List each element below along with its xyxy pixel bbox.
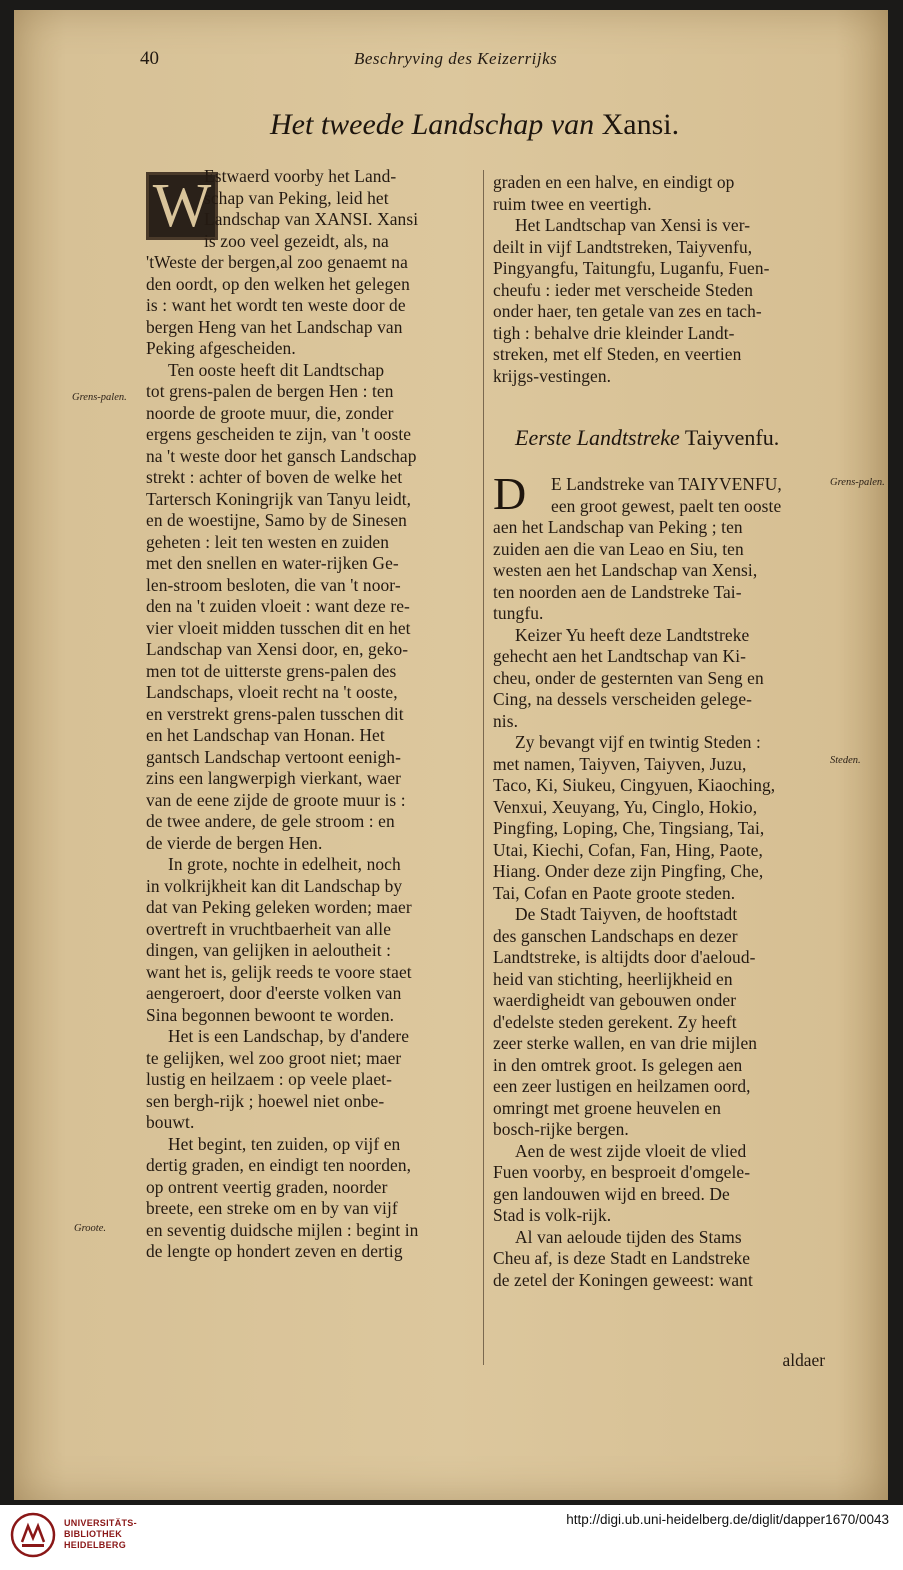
text-line: want het is, gelijk reeds te voore staet xyxy=(146,961,412,982)
dropcap-initial: W xyxy=(146,172,218,240)
text-line: gen landouwen wijd en breed. De xyxy=(493,1183,730,1204)
text-line: tigh : behalve drie kleinder Landt- xyxy=(493,322,735,343)
text-line: dertig graden, en eindigt ten noorden, xyxy=(146,1155,412,1175)
text-line: Estwaerd voorby het Land- xyxy=(204,166,397,186)
text-line: noorde de groote muur, die, zonder xyxy=(146,402,394,423)
text-line: des ganschen Landschaps en dezer xyxy=(493,925,738,946)
text-line: lustig en heilzaem : op veele plaet- xyxy=(146,1069,393,1089)
text-line: is zoo veel gezeidt, als, na xyxy=(204,230,389,251)
running-header xyxy=(140,48,600,70)
text-line: Pingyangfu, Taitungfu, Luganfu, Fuen- xyxy=(493,258,770,278)
column-divider xyxy=(483,170,484,1365)
text-line: tot grens-palen de bergen Hen : ten xyxy=(146,381,394,401)
text-line: Het Landtschap van Xensi is ver- xyxy=(515,215,751,235)
text-line: tungfu. xyxy=(493,603,544,623)
text-line: Keizer Yu heeft deze Landtstreke xyxy=(515,624,750,645)
left-column xyxy=(146,166,476,1263)
margin-note-groote: Groote. xyxy=(74,1223,106,1234)
text-line: de twee andere, de gele stroom : en xyxy=(146,811,395,831)
text-line: Fuen voorby, en besproeit d'omgele- xyxy=(493,1162,751,1182)
text-line: deilt in vijf Landtstreken, Taiyvenfu, xyxy=(493,236,753,257)
page-number: 40 xyxy=(140,48,159,69)
text-line: zuiden aen die van Leao en Siu, ten xyxy=(493,538,744,559)
text-line: E Landstreke van TAIYVENFU, xyxy=(551,474,782,494)
text-line: men tot de uitterste grens-palen des xyxy=(146,660,397,681)
text-line: bouwt. xyxy=(146,1112,195,1132)
text-line: omringt met groene heuvelen en xyxy=(493,1097,722,1118)
text-line: aen het Landschap van Peking ; ten xyxy=(493,517,743,537)
text-line: Landtstreke, is altijdts door d'aeloud- xyxy=(493,947,756,967)
library-line: HEIDELBERG xyxy=(64,1540,127,1550)
right-column-top xyxy=(493,172,825,387)
text-line: Utai, Kiechi, Cofan, Fan, Hing, Paote, xyxy=(493,839,763,860)
text-line: in volkrijkheit kan dit Landschap by xyxy=(146,875,403,896)
text-line: Zy bevangt vijf en twintig Steden : xyxy=(515,732,761,752)
section-heading-italic: Eerste Landtstreke xyxy=(515,425,680,450)
text-line: vier vloeit midden tusschen dit en het xyxy=(146,617,411,638)
text-line: krijgs-vestingen. xyxy=(493,365,612,386)
text-line: ergens gescheiden te zijn, van 't ooste xyxy=(146,424,412,444)
text-line: Taco, Ki, Siukeu, Cingyuen, Kiaoching, xyxy=(493,775,776,795)
text-line: In grote, nochte in edelheit, noch xyxy=(168,854,401,874)
text-line: Venxui, Xeuyang, Yu, Cinglo, Hokio, xyxy=(493,796,758,817)
text-line: met namen, Taiyven, Taiyven, Juzu, xyxy=(493,753,747,774)
text-line: graden en een halve, en eindigt op xyxy=(493,172,735,192)
margin-note-grens-right: Grens-palen. xyxy=(830,477,885,488)
text-line: gehecht aen het Landtschap van Ki- xyxy=(493,646,747,666)
text-line: overtreft in vruchtbaerheit van alle xyxy=(146,918,392,939)
text-line: in den omtrek groot. Is gelegen aen xyxy=(493,1054,743,1075)
library-line: BIBLIOTHEK xyxy=(64,1529,122,1539)
text-line: en de woestijne, Samo by de Sinesen xyxy=(146,510,407,530)
text-line: sen bergh-rijk ; hoewel niet onbe- xyxy=(146,1090,385,1111)
text-line: De Stadt Taiyven, de hooftstadt xyxy=(515,904,738,924)
running-title: Beschryving des Keizerrijks xyxy=(354,49,558,68)
text-line: Tartersch Koningrijk van Tanyu leidt, xyxy=(146,488,412,509)
chapter-title xyxy=(270,108,710,146)
text-line: met den snellen en water-rijken Ge- xyxy=(146,553,399,573)
text-line: den na 't zuiden vloeit : want deze re- xyxy=(146,596,410,616)
library-name xyxy=(64,1518,144,1551)
text-line: den oordt, op den welken het gelegen xyxy=(146,273,410,294)
text-line: en verstrekt grens-palen tusschen dit xyxy=(146,703,404,724)
text-line: zins een langwerpigh vierkant, waer xyxy=(146,768,402,788)
text-line: op ontrent veertig graden, noorder xyxy=(146,1176,388,1197)
text-line: streken, met elf Steden, en veertien xyxy=(493,344,742,364)
chapter-title-italic: Het tweede Landschap van xyxy=(270,108,595,141)
section-initial: D xyxy=(493,468,527,519)
text-line: breete, een streke om en by van vijf xyxy=(146,1198,398,1218)
text-line: schap van Peking, leid het xyxy=(204,187,389,208)
text-line: bosch-rijke bergen. xyxy=(493,1119,629,1139)
text-line: heid van stichting, heerlijkheid en xyxy=(493,968,733,989)
text-line: en het Landschap van Honan. Het xyxy=(146,725,385,745)
text-line: is : want het wordt ten weste door de xyxy=(146,295,406,315)
text-line: Aen de west zijde vloeit de vlied xyxy=(515,1140,747,1161)
text-line: 'tWeste der bergen,al zoo genaemt na xyxy=(146,252,408,272)
section-heading xyxy=(515,425,835,455)
source-url[interactable]: http://digi.ub.uni-heidelberg.de/diglit/dapper1670/0043 xyxy=(566,1512,889,1527)
text-line: nis. xyxy=(493,710,519,731)
text-line: een groot gewest, paelt ten ooste xyxy=(551,495,782,516)
text-line: Cing, na dessels verscheiden gelege- xyxy=(493,689,753,709)
text-line: cheu, onder de gesternten van Seng en xyxy=(493,667,764,688)
text-line: onder haer, ten getale van zes en tach- xyxy=(493,301,762,321)
text-line: de vierde de bergen Hen. xyxy=(146,832,323,853)
text-line: zeer sterke wallen, en van drie mijlen xyxy=(493,1033,758,1053)
text-line: de zetel der Koningen geweest: want xyxy=(493,1269,753,1290)
university-seal-icon xyxy=(10,1512,56,1558)
margin-note-grens-left: Grens-palen. xyxy=(72,392,127,403)
section-heading-roman: Taiyvenfu. xyxy=(684,425,780,450)
text-line: Tai, Cofan en Paote groote steden. xyxy=(493,882,736,903)
text-line: d'edelste steden gerekent. Zy heeft xyxy=(493,1011,737,1032)
text-line: westen aen het Landschap van Xensi, xyxy=(493,560,758,580)
right-column-bottom xyxy=(493,468,825,1291)
library-line: UNIVERSITÄTS- xyxy=(64,1518,137,1528)
text-line: dat van Peking geleken worden; maer xyxy=(146,897,412,917)
text-line: te gelijken, wel zoo groot niet; maer xyxy=(146,1047,402,1068)
text-line: Het begint, ten zuiden, op vijf en xyxy=(168,1133,401,1154)
text-line: waerdigheidt van gebouwen onder xyxy=(493,990,737,1010)
text-line: Het is een Landschap, by d'andere xyxy=(168,1026,410,1046)
text-line: bergen Heng van het Landschap van xyxy=(146,316,403,337)
text-line: len-stroom besloten, die van 't noor- xyxy=(146,574,401,595)
text-line: Peking afgescheiden. xyxy=(146,338,296,358)
text-line: Landschaps, vloeit recht na 't ooste, xyxy=(146,682,398,702)
text-line: strekt : achter of boven de welke het xyxy=(146,467,403,487)
text-line: ruim twee en veertigh. xyxy=(493,193,652,214)
text-line: Sina begonnen bewoont te worden. xyxy=(146,1004,395,1025)
text-line: Pingfing, Loping, Che, Tingsiang, Tai, xyxy=(493,818,765,838)
text-line: een zeer lustigen en heilzamen oord, xyxy=(493,1076,751,1096)
text-line: dingen, van gelijken in aeloutheit : xyxy=(146,940,392,960)
text-line: Cheu af, is deze Stadt en Landstreke xyxy=(493,1248,751,1268)
text-line: de lengte op hondert zeven en dertig xyxy=(146,1241,403,1261)
chapter-title-roman: Xansi. xyxy=(601,108,680,141)
text-line: Hiang. Onder deze zijn Pingfing, Che, xyxy=(493,861,764,881)
text-line: Stad is volk-rijk. xyxy=(493,1205,612,1225)
text-line: en seventig duidsche mijlen : begint in xyxy=(146,1219,419,1240)
text-line: Ten ooste heeft dit Landtschap xyxy=(168,359,385,380)
text-line: Landschap van XANSI. Xansi xyxy=(204,209,419,229)
text-line: aengeroert, door d'eerste volken van xyxy=(146,983,402,1003)
text-line: Al van aeloude tijden des Stams xyxy=(515,1226,742,1247)
text-line: Landschap van Xensi door, en, geko- xyxy=(146,639,409,659)
text-line: van de eene zijde de groote muur is : xyxy=(146,789,406,810)
margin-note-steden: Steden. xyxy=(830,755,861,766)
text-line: na 't weste door het gansch Landschap xyxy=(146,445,417,466)
catchword: aldaer xyxy=(782,1350,825,1370)
text-line: ten noorden aen de Landstreke Tai- xyxy=(493,581,742,602)
text-line: cheufu : ieder met verscheide Steden xyxy=(493,279,754,300)
text-line: geheten : leit ten westen en zuiden xyxy=(146,531,390,552)
text-line: gantsch Landschap vertoont eenigh- xyxy=(146,746,401,767)
